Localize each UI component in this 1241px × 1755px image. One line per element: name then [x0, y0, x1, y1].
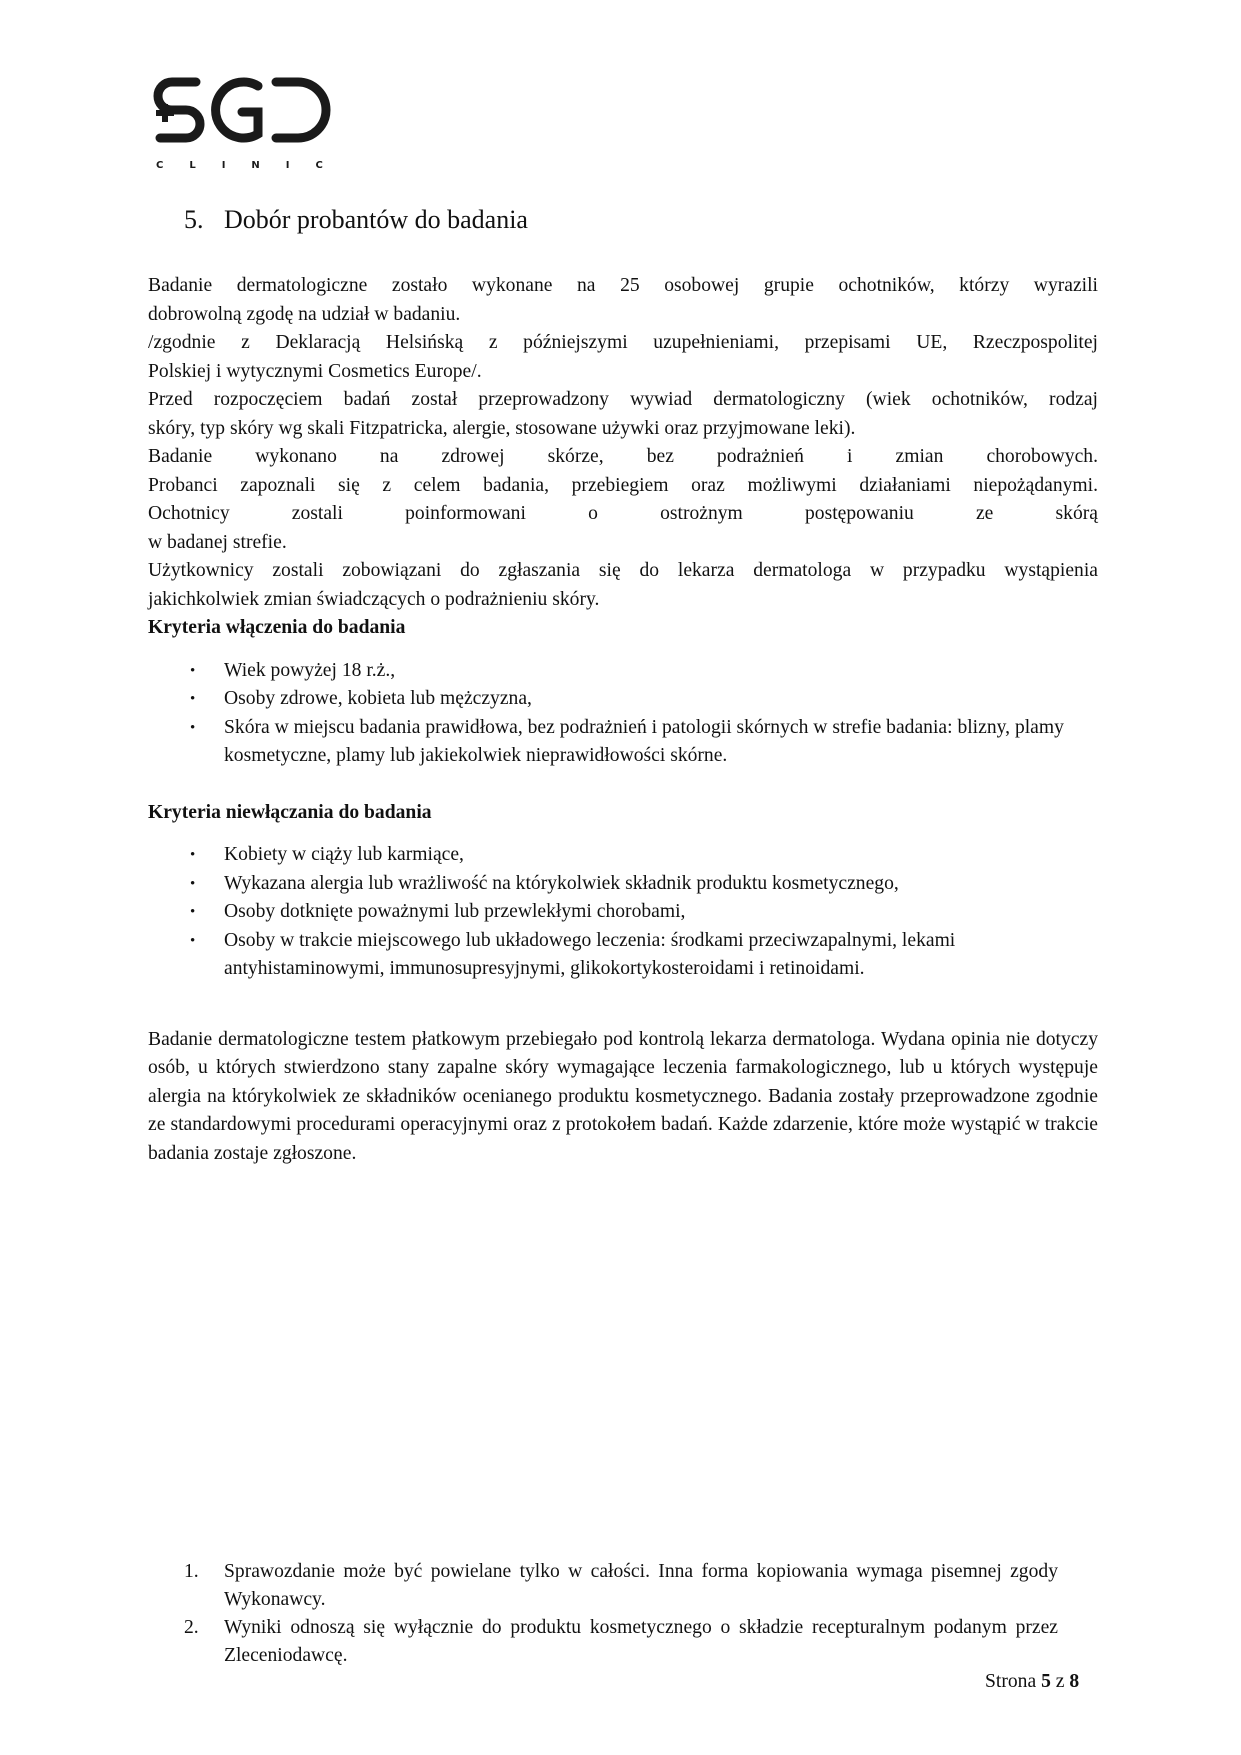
footer-note: [184, 1558, 1058, 1614]
list-item: [148, 841, 1098, 870]
bullet-icon: •: [190, 691, 196, 707]
main-content: [148, 272, 1098, 1168]
paragraph-line: Ochotnicy zostali poinformowani o ostrożnym postępowaniu ze skórą: [148, 503, 1098, 524]
svg-text:CLINIC: CLINIC: [156, 160, 349, 171]
paragraph-line: Badanie wykonano na zdrowej skórze, bez podrażnień i zmian chorobowych.: [148, 446, 1098, 467]
paragraph-line: Polskiej i wytycznymi Cosmetics Europe/.: [148, 360, 482, 382]
exclusion-criteria-list: [148, 841, 1098, 984]
page-number: [985, 1668, 1079, 1696]
logo-icon: [152, 76, 352, 172]
footer-note: [184, 1614, 1058, 1670]
footer-notes: [184, 1558, 1058, 1670]
paragraph-line: skóry, typ skóry wg skali Fitzpatricka, alergie, stosowane używki oraz przyjmowane leki).: [148, 417, 856, 439]
paragraph-line: Użytkownicy zostali zobowiązani do zgłaszania się do lekarza dermatologa w przypadku wystąpienia: [148, 560, 1098, 581]
list-item: [148, 714, 1098, 771]
paragraph-line: Badanie dermatologiczne zostało wykonane na 25 osobowej grupie ochotników, którzy wyrazili: [148, 275, 1098, 296]
page-separator: z: [1055, 1671, 1065, 1692]
list-item-text: Osoby zdrowe, kobieta lub mężczyzna,: [224, 688, 532, 709]
paragraph-line: w badanej strefie.: [148, 531, 287, 553]
sgd-clinic-logo: [152, 76, 352, 172]
closing-paragraph: Badanie dermatologiczne testem płatkowym przebiegało pod kontrolą lekarza dermatologa. Wydana opinia nie dotyczy osób, u których stwierdzono stany zapalne skóry wymagające leczenia farmakologicznego, lub u których występuje alergia na którykolwiek ze składników ocenianego produktu kosmetycznego. Badania zostały przeprowadzone zgodnie ze standardowymi procedurami operacyjnymi oraz z protokołem badań. Każde zdarzenie, które może wystąpić w trakcie badania zostaje zgłoszone.: [148, 1028, 1098, 1164]
list-item-text: Skóra w miejscu badania prawidłowa, bez podrażnień i patologii skórnych w strefie badania: blizny, plamy kosmetyczne, plamy lub jakiekolwiek nieprawidłowości skórne.: [224, 716, 1064, 766]
list-item: [148, 927, 1098, 984]
paragraph-line: Przed rozpoczęciem badań został przeprowadzony wywiad dermatologiczny (wiek ochotników, rodzaj: [148, 389, 1098, 410]
footer-note-number: 2.: [184, 1617, 199, 1638]
list-item: [148, 685, 1098, 714]
list-item: [148, 870, 1098, 899]
section-heading: [184, 204, 528, 236]
bullet-icon: •: [190, 719, 196, 736]
list-item-text: Wykazana alergia lub wrażliwość na którykolwiek składnik produktu kosmetycznego,: [224, 872, 899, 894]
bullet-icon: •: [190, 904, 196, 920]
bullet-icon: •: [190, 847, 196, 863]
list-item-text: Kobiety w ciąży lub karmiące,: [224, 844, 464, 865]
footer-note-text: Sprawozdanie może być powielane tylko w całości. Inna forma kopiowania wymaga pisemnej zgody Wykonawcy.: [224, 1561, 1058, 1610]
page-current: 5: [1041, 1671, 1051, 1692]
footer-note-text: Wyniki odnoszą się wyłącznie do produktu kosmetycznego o składzie recepturalnym podanym przez Zleceniodawcę.: [224, 1617, 1058, 1666]
list-item: [148, 657, 1098, 686]
paragraph-line: dobrowolną zgodę na udział w badaniu.: [148, 303, 461, 325]
section-title: Dobór probantów do badania: [224, 205, 528, 234]
list-item: [148, 898, 1098, 927]
inclusion-criteria-heading: Kryteria włączenia do badania: [148, 617, 406, 638]
page-total: 8: [1069, 1671, 1080, 1692]
exclusion-criteria-heading: Kryteria niewłączania do badania: [148, 801, 432, 823]
bullet-icon: •: [190, 662, 196, 679]
list-item-text: Wiek powyżej 18 r.ż.,: [224, 659, 396, 681]
paragraph-line: jakichkolwiek zmian świadczących o podrażnieniu skóry.: [148, 588, 600, 610]
paragraph-line: /zgodnie z Deklaracją Helsińską z późniejszymi uzupełnieniami, przepisami UE, Rzeczpospolitej: [148, 332, 1098, 353]
footer-note-number: 1.: [184, 1561, 199, 1582]
bullet-icon: •: [190, 932, 196, 949]
bullet-icon: •: [190, 875, 196, 892]
paragraph-line: Probanci zapoznali się z celem badania, przebiegiem oraz możliwymi działaniami niepożądanymi.: [148, 474, 1098, 496]
list-item-text: Osoby w trakcie miejscowego lub układowego leczenia: środkami przeciwzapalnymi, lekami antyhistaminowymi, immunosupresyjnymi, glikokortykosteroidami i retinoidami.: [224, 929, 956, 979]
list-item-text: Osoby dotknięte poważnymi lub przewlekłymi chorobami,: [224, 901, 686, 922]
footer-notes-list: [184, 1558, 1058, 1670]
page-label: Strona: [985, 1671, 1037, 1692]
section-number: 5.: [184, 205, 204, 234]
inclusion-criteria-list: [148, 657, 1098, 771]
